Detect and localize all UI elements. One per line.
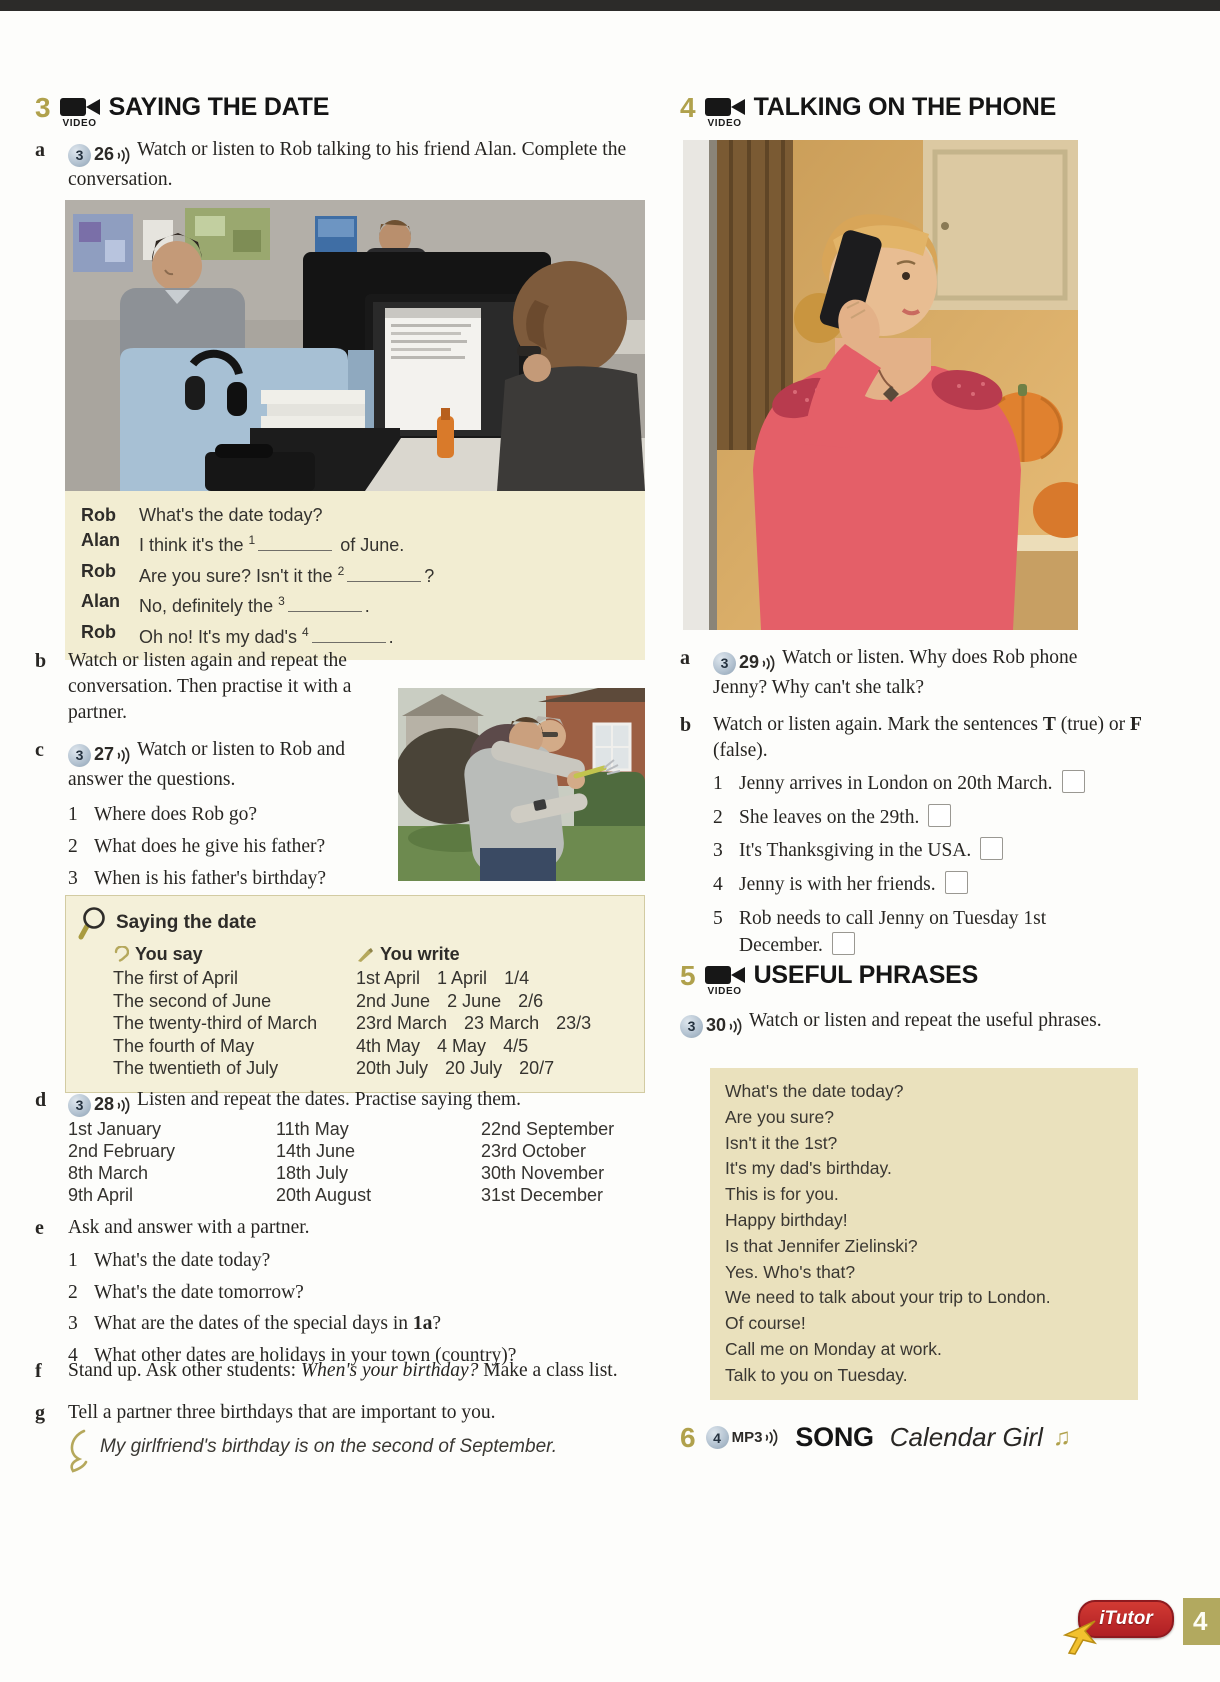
exercise-letter: g xyxy=(35,1402,45,1424)
sound-waves-icon xyxy=(765,1428,778,1447)
phrase: Isn't it the 1st? xyxy=(725,1132,838,1153)
exercise-4a xyxy=(680,645,1130,701)
phrase: Is that Jennifer Zielinski? xyxy=(725,1235,918,1256)
video-label: VIDEO xyxy=(707,118,742,129)
cursor-arrow-icon xyxy=(1055,1615,1097,1655)
exercise-3c xyxy=(35,737,395,892)
itutor-badge: iTutor xyxy=(1078,1600,1174,1638)
woman-on-phone-photo xyxy=(683,140,1078,630)
audio-track-badge: 3 28 xyxy=(68,1093,130,1117)
exercise-4b: b Watch or listen again. Mark the sentences T (true) or F (false). 1 Jenny arrives in London on 20th March. 2 She leaves on the 29th. 3 It's Thanksgiving in the USA. 4 Jenny is with her friends. 5 Rob needs to call Jenny on Tuesday 1st December. xyxy=(680,712,1150,960)
section-number: 3 xyxy=(35,92,51,123)
instruction-text: Watch or listen and repeat the useful phrases. xyxy=(749,1010,1102,1031)
phrase: Yes. Who's that? xyxy=(725,1261,856,1282)
song-label: SONG xyxy=(795,1422,874,1452)
question-item: 1 Where does Rob go? xyxy=(68,804,257,826)
exercise-3f: f Stand up. Ask other students: When's your birthday? Make a class list. xyxy=(35,1360,618,1382)
magnifier-icon xyxy=(78,906,108,940)
exercise-3d xyxy=(35,1087,647,1117)
page-top-bar xyxy=(0,0,1220,11)
office-scene-photo xyxy=(65,200,645,491)
true-false-item: 2 She leaves on the 29th. xyxy=(713,804,1148,832)
phrase: What's the date today? xyxy=(725,1081,904,1101)
true-false-checkbox[interactable] xyxy=(945,871,968,894)
audio-track-badge: 3 26 xyxy=(68,143,130,167)
audio-track-badge: 3 27 xyxy=(68,743,130,767)
exercise-letter: e xyxy=(35,1217,44,1239)
section-title: SAYING THE DATE xyxy=(108,93,330,121)
say-row: The fourth of May xyxy=(113,1035,255,1056)
phrase: This is for you. xyxy=(725,1184,839,1205)
phrase: It's my dad's birthday. xyxy=(725,1158,892,1179)
audio-track-badge: 3 29 xyxy=(713,651,775,675)
video-label: VIDEO xyxy=(62,118,97,129)
dialogue-line: Alan No, definitely the $^3$ . xyxy=(81,591,370,617)
section-4-header xyxy=(680,92,1056,129)
phrase: Are you sure? xyxy=(725,1106,834,1127)
question-item: 4 What other dates are holidays in your town (country)? xyxy=(68,1344,517,1366)
true-false-checkbox[interactable] xyxy=(928,804,951,827)
question-item: 2 What does he give his father? xyxy=(68,835,326,857)
section-5-header xyxy=(680,960,978,997)
instruction-text: Listen and repeat the dates. Practise saying them. xyxy=(137,1089,521,1110)
camcorder-icon xyxy=(60,96,100,117)
question-item: 3 What are the dates of the special days in 1a? xyxy=(68,1313,442,1335)
say-row: The twenty-third of March xyxy=(113,1013,318,1034)
dialogue-line: Rob What's the date today? xyxy=(81,505,323,525)
phrase: Call me on Monday at work. xyxy=(725,1338,942,1359)
write-row: 20th July 20 July 20/7 xyxy=(356,1058,555,1079)
gap-fill-blank[interactable] xyxy=(347,568,421,582)
instruction-text: Watch or listen to Rob talking to his friend Alan. Complete the conversation. xyxy=(68,139,627,191)
conversation-box xyxy=(65,491,645,660)
father-hug-photo xyxy=(398,688,645,881)
gap-fill-blank[interactable] xyxy=(312,629,386,643)
box-title: Saying the date xyxy=(116,912,257,933)
sound-waves-icon xyxy=(117,146,130,165)
true-false-checkbox[interactable] xyxy=(832,932,855,955)
section-title: TALKING ON THE PHONE xyxy=(753,93,1057,121)
camcorder-icon xyxy=(705,96,745,117)
video-badge xyxy=(705,964,745,997)
dates-column: 1st January 2nd February 8th March 9th April xyxy=(68,1119,176,1205)
phrase: Talk to you on Tuesday. xyxy=(725,1364,908,1385)
write-row: 4th May 4 May 4/5 xyxy=(356,1035,529,1056)
camcorder-icon xyxy=(705,964,745,985)
saying-the-date-box: Saying the date You say The first of April The second of June The twenty-third of March The fourth of May The twentieth of July You write 1st April 1 April 1/4 2nd June 2 June 2/6 23rd March 23 March 23/3 4th May 4 May 4/5 20th July 20 July 20/7 xyxy=(65,895,645,1093)
phrase: We need to talk about your trip to London. xyxy=(725,1287,1051,1308)
true-false-item: 5 Rob needs to call Jenny on Tuesday 1st December. xyxy=(713,907,1047,957)
true-false-checkbox[interactable] xyxy=(980,837,1003,860)
exercise-letter: d xyxy=(35,1089,47,1111)
question-item: 3 When is his father's birthday? xyxy=(68,867,327,889)
exercise-letter: a xyxy=(680,647,690,669)
dialogue-line: Rob Oh no! It's my dad's $^4$ . xyxy=(81,621,394,647)
speech-bubble-icon xyxy=(62,1428,92,1474)
exercise-letter: a xyxy=(35,139,45,161)
sound-waves-icon xyxy=(117,746,130,765)
audio-disc-icon: 3 xyxy=(68,1094,91,1117)
audio-track-badge: 4 MP3 xyxy=(706,1426,779,1449)
question-item: 2 What's the date tomorrow? xyxy=(68,1281,304,1303)
video-label: VIDEO xyxy=(707,986,742,997)
exercise-letter: c xyxy=(35,739,44,761)
write-row: 2nd June 2 June 2/6 xyxy=(356,990,544,1011)
true-false-item: 1 Jenny arrives in London on 20th March. xyxy=(713,770,1148,798)
instruction-text: Tell a partner three birthdays that are important to you. xyxy=(68,1402,496,1423)
speech-bubble-example xyxy=(62,1428,557,1474)
dialogue-line: Rob Are you sure? Isn't it the $^2$ ? xyxy=(81,560,435,586)
section-number: 5 xyxy=(680,960,696,991)
true-false-item: 3 It's Thanksgiving in the USA. xyxy=(713,837,1148,865)
exercise-letter: f xyxy=(35,1360,42,1382)
audio-disc-icon: 3 xyxy=(68,744,91,767)
audio-disc-icon: 4 xyxy=(706,1426,729,1449)
gap-fill-blank[interactable] xyxy=(288,598,362,612)
audio-track-badge: 3 30 xyxy=(680,1014,742,1038)
instruction-text: Watch or listen. Why does Rob phone Jenny? Why can't she talk? xyxy=(713,647,1078,699)
music-note-icon: ♫ xyxy=(1052,1424,1071,1451)
useful-phrases-box xyxy=(710,1068,1138,1400)
exercise-3g xyxy=(35,1400,647,1426)
phrase: Of course! xyxy=(725,1313,806,1334)
instruction-text: Ask and answer with a partner. xyxy=(68,1217,310,1238)
audio-disc-icon: 3 xyxy=(68,144,91,167)
say-row: The second of June xyxy=(113,990,272,1011)
section-title: USEFUL PHRASES xyxy=(753,961,979,989)
exercise-3a xyxy=(35,137,647,193)
writing-hand-icon xyxy=(356,947,374,963)
exercise-letter: b xyxy=(680,714,692,736)
say-row: The twentieth of July xyxy=(113,1058,279,1079)
section-6-song xyxy=(680,1422,1071,1453)
page-number-badge: 4 xyxy=(1183,1598,1220,1645)
true-false-item: 4 Jenny is with her friends. xyxy=(713,871,1148,899)
instruction-text: Watch or listen to Rob and answer the questions. xyxy=(68,739,346,791)
section-number: 4 xyxy=(680,92,696,123)
exercise-5-intro xyxy=(680,1008,1130,1038)
gap-fill-blank[interactable] xyxy=(258,537,332,551)
dates-grid xyxy=(68,1118,628,1206)
phrase: Happy birthday! xyxy=(725,1209,848,1230)
instruction-text: Watch or listen again and repeat the conversation. Then practise it with a partner. xyxy=(68,650,352,723)
audio-disc-icon: 3 xyxy=(713,652,736,675)
true-false-checkbox[interactable] xyxy=(1062,770,1085,793)
video-badge xyxy=(705,96,745,129)
write-row: 23rd March 23 March 23/3 xyxy=(356,1013,592,1034)
exercise-3b xyxy=(35,648,375,726)
sound-waves-icon xyxy=(762,654,775,673)
question-item: 1 What's the date today? xyxy=(68,1249,271,1271)
sound-waves-icon xyxy=(729,1017,742,1036)
section-number: 6 xyxy=(680,1421,696,1453)
sound-waves-icon xyxy=(117,1096,130,1115)
dialogue-line: Alan I think it's the $^1$ of June. xyxy=(81,530,405,556)
video-badge xyxy=(60,96,100,129)
write-row: 1st April 1 April 1/4 xyxy=(356,968,530,988)
example-sentence: My girlfriend's birthday is on the second of September. xyxy=(100,1436,558,1457)
dates-column: 22nd September 23rd October 30th November 31st December xyxy=(481,1119,615,1205)
exercise-letter: b xyxy=(35,650,47,672)
section-3-header xyxy=(35,92,329,129)
song-title: Calendar Girl xyxy=(889,1422,1043,1452)
say-row: The first of April xyxy=(113,968,239,988)
exercise-3e xyxy=(35,1215,647,1370)
ear-icon xyxy=(113,946,129,964)
audio-disc-icon: 3 xyxy=(680,1015,703,1038)
dates-column: 11th May 14th June 18th July 20th August xyxy=(276,1119,372,1205)
